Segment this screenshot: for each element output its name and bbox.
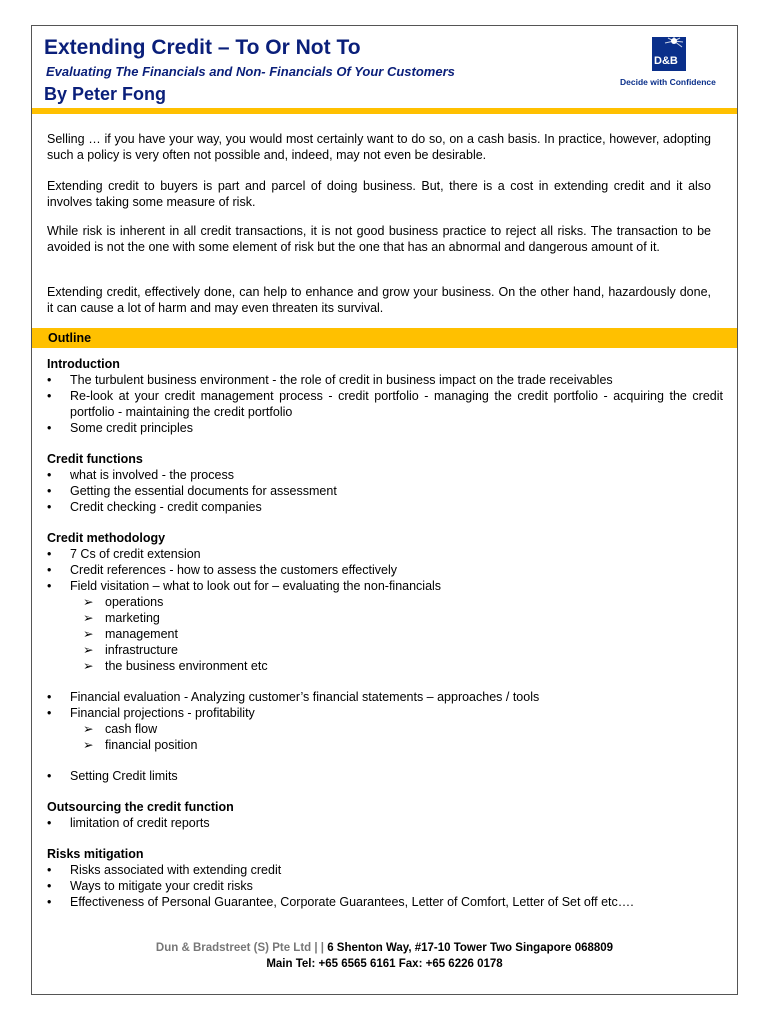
outline-header-bar — [32, 328, 737, 348]
arrow-bullet-icon: ➢ — [83, 611, 94, 625]
outsourcing-list — [47, 815, 723, 831]
sub-list-item: ➢ financial position — [83, 738, 198, 752]
section-heading-credit-methodology: Credit methodology — [47, 531, 166, 545]
credit-functions-list — [47, 467, 723, 515]
section-heading-introduction: Introduction — [47, 357, 120, 371]
sub-list-item: ➢ management — [83, 627, 178, 641]
sub-list-item: ➢ infrastructure — [83, 643, 178, 657]
document-title: Extending Credit – To Or Not To — [44, 36, 361, 59]
footer-phones: Main Tel: +65 6565 6161 Fax: +65 6226 0178 — [266, 958, 503, 970]
arrow-bullet-icon: ➢ — [83, 722, 94, 736]
intro-paragraph-1: Selling … if you have your way, you would most certainly want to do so, on a cash basis. In practice, however, adopting such a policy is very often not possible and, indeed, may not even be desirable. — [47, 132, 711, 162]
sub-list-item: ➢ the business environment etc — [83, 659, 268, 673]
intro-paragraph-2: Extending credit to buyers is part and parcel of doing business. But, there is a cost in extending credit and it also involves taking some measure of risk. — [47, 179, 711, 209]
dnb-tagline: Decide with Confidence — [620, 77, 716, 87]
outline-label: Outline — [48, 331, 92, 345]
arrow-bullet-icon: ➢ — [83, 627, 94, 641]
sub-list-item: ➢ cash flow — [83, 722, 158, 736]
introduction-list — [47, 372, 723, 436]
footer-address: 6 Shenton Way, #17-10 Tower Two Singapore 068809 — [324, 942, 614, 954]
arrow-bullet-icon: ➢ — [83, 738, 94, 752]
list-item: • Credit references - how to assess the customers effectively — [47, 562, 723, 578]
list-item: • Risks associated with extending credit — [47, 862, 723, 878]
dnb-logo — [618, 37, 718, 91]
list-item: • Ways to mitigate your credit risks — [47, 878, 723, 894]
list-item: • Re-look at your credit management process - credit portfolio - managing the credit portfolio - acquiring the credit portfolio - maintaining the credit portfolio — [47, 388, 723, 420]
outline-content — [47, 356, 723, 910]
risks-mitigation-list — [47, 862, 723, 910]
intro-paragraph-3: While risk is inherent in all credit transactions, it is not good business practice to reject all risks. The transaction to be avoided is not the one with some element of risk but the one that has an abnormal and dangerous amount of it. — [47, 224, 711, 254]
credit-methodology-list-continued — [47, 689, 723, 753]
arrow-bullet-icon: ➢ — [83, 659, 94, 673]
credit-methodology-list — [47, 546, 723, 674]
section-heading-outsourcing: Outsourcing the credit function — [47, 800, 234, 814]
credit-limits-list — [47, 768, 723, 784]
list-item: • The turbulent business environment - the role of credit in business impact on the trade receivables — [47, 372, 723, 388]
document-subtitle: Evaluating The Financials and Non- Financials Of Your Customers — [46, 64, 455, 79]
list-item: • what is involved - the process — [47, 467, 723, 483]
list-item: • Setting Credit limits — [47, 768, 723, 784]
arrow-bullet-icon: ➢ — [83, 595, 94, 609]
list-item: • 7 Cs of credit extension — [47, 546, 723, 562]
intro-paragraph-4: Extending credit, effectively done, can help to enhance and grow your business. On the other hand, hazardously done, it can cause a lot of harm and may even threaten its survival. — [47, 285, 711, 315]
footer-address-line — [32, 940, 737, 956]
sub-list-item: ➢ marketing — [83, 611, 160, 625]
list-item: • Financial evaluation - Analyzing customer’s financial statements – approaches / tools — [47, 689, 723, 705]
list-item: • Getting the essential documents for assessment — [47, 483, 723, 499]
list-item: • Some credit principles — [47, 420, 723, 436]
sub-list-item: ➢ operations — [83, 595, 164, 609]
footer-company: Dun & Bradstreet (S) Pte Ltd | | — [155, 942, 324, 954]
author-byline: By Peter Fong — [44, 84, 167, 104]
list-item: • Credit checking - credit companies — [47, 499, 723, 515]
list-item: • Financial projections - profitability — [47, 705, 723, 721]
list-item: • Field visitation – what to look out for – evaluating the non-financials — [47, 578, 723, 594]
section-heading-risks-mitigation: Risks mitigation — [47, 847, 144, 861]
document-page — [31, 25, 738, 995]
arrow-bullet-icon: ➢ — [83, 643, 94, 657]
list-item: • Effectiveness of Personal Guarantee, Corporate Guarantees, Letter of Comfort, Letter of Set off etc…. — [47, 894, 723, 910]
document-footer — [32, 940, 737, 972]
section-heading-credit-functions: Credit functions — [47, 452, 143, 466]
dnb-logo-letters: D&B — [654, 55, 678, 67]
list-item: • limitation of credit reports — [47, 815, 723, 831]
header-divider — [32, 108, 737, 114]
